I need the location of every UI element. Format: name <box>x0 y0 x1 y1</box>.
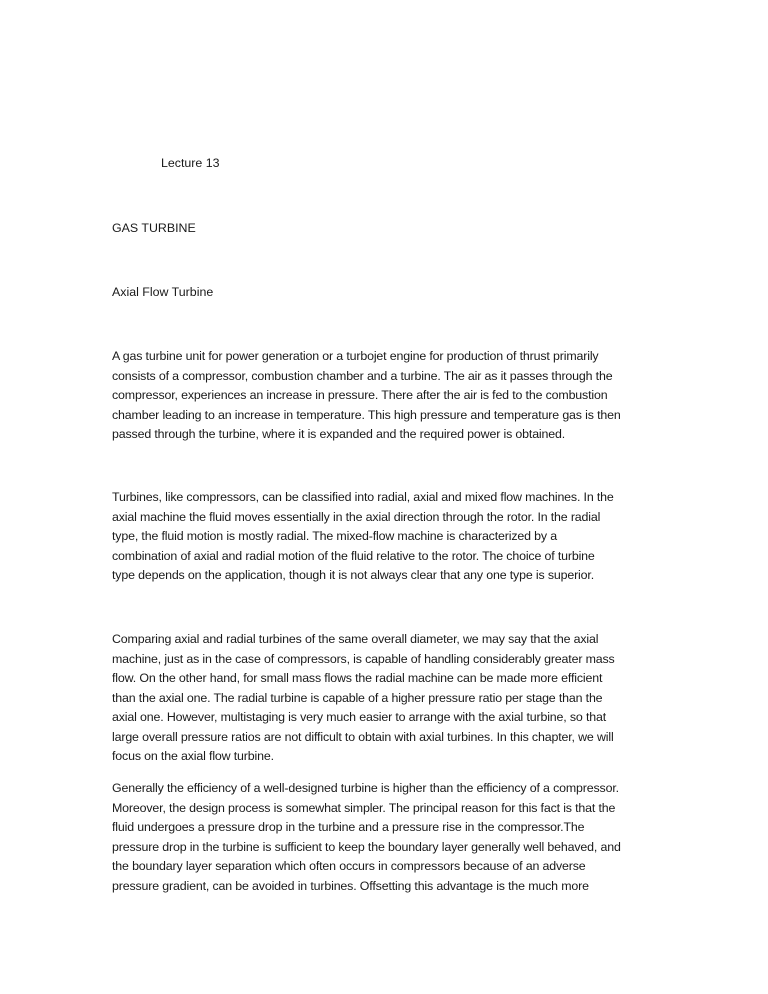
text-line: consists of a compressor, combustion chamber and a turbine. The air as it passes through the <box>112 368 613 383</box>
text-line: type depends on the application, though it is not always clear that any one type is superior. <box>112 568 594 582</box>
lecture-label: Lecture 13 <box>161 156 220 170</box>
text-line: Generally the efficiency of a well-designed turbine is higher than the efficiency of a compressor. <box>112 781 619 795</box>
text-line: focus on the axial flow turbine. <box>112 749 274 763</box>
text-line: Turbines, like compressors, can be classified into radial, axial and mixed flow machines. In the <box>112 490 614 504</box>
text-line: compressor, experiences an increase in pressure. There after the air is fed to the combustion <box>112 388 608 402</box>
text-line: flow. On the other hand, for small mass flows the radial machine can be made more efficient <box>112 671 603 685</box>
text-line: fluid undergoes a pressure drop in the turbine and a pressure rise in the compressor.The <box>112 820 585 834</box>
text-line: chamber leading to an increase in temperature. This high pressure and temperature gas is then <box>112 407 621 422</box>
text-line: than the axial one. The radial turbine is capable of a higher pressure ratio per stage than the <box>112 690 603 705</box>
text-line: Moreover, the design process is somewhat simpler. The principal reason for this fact is that the <box>112 800 616 815</box>
text-line: A gas turbine unit for power generation or a turbojet engine for production of thrust primarily <box>112 349 599 363</box>
text-line: type, the fluid motion is mostly radial. The mixed-flow machine is characterized by a <box>112 529 557 543</box>
text-line: axial machine the fluid moves essentially in the axial direction through the rotor. In the radial <box>112 509 601 524</box>
document-title: GAS TURBINE <box>112 221 196 235</box>
text-line: combination of axial and radial motion of the fluid relative to the rotor. The choice of turbine <box>112 548 595 563</box>
text-line: large overall pressure ratios are not difficult to obtain with axial turbines. In this chapter, we will <box>112 729 614 744</box>
text-line: passed through the turbine, where it is expanded and the required power is obtained. <box>112 427 566 441</box>
text-line: pressure drop in the turbine is sufficient to keep the boundary layer generally well behaved, and <box>112 839 621 854</box>
text-line: Comparing axial and radial turbines of the same overall diameter, we may say that the axial <box>112 632 599 646</box>
paragraph-classification <box>112 488 660 586</box>
text-line: pressure gradient, can be avoided in turbines. Offsetting this advantage is the much more <box>112 878 589 893</box>
paragraph-intro <box>112 347 660 445</box>
text-line: axial one. However, multistaging is very much easier to arrange with the axial turbine, so that <box>112 710 607 724</box>
text-line: the boundary layer separation which often occurs in compressors because of an adverse <box>112 859 586 873</box>
paragraph-efficiency <box>112 779 660 896</box>
text-line: machine, just as in the case of compressors, is capable of handling considerably greater mass <box>112 651 615 666</box>
paragraph-comparison <box>112 630 660 767</box>
section-heading: Axial Flow Turbine <box>112 285 214 299</box>
